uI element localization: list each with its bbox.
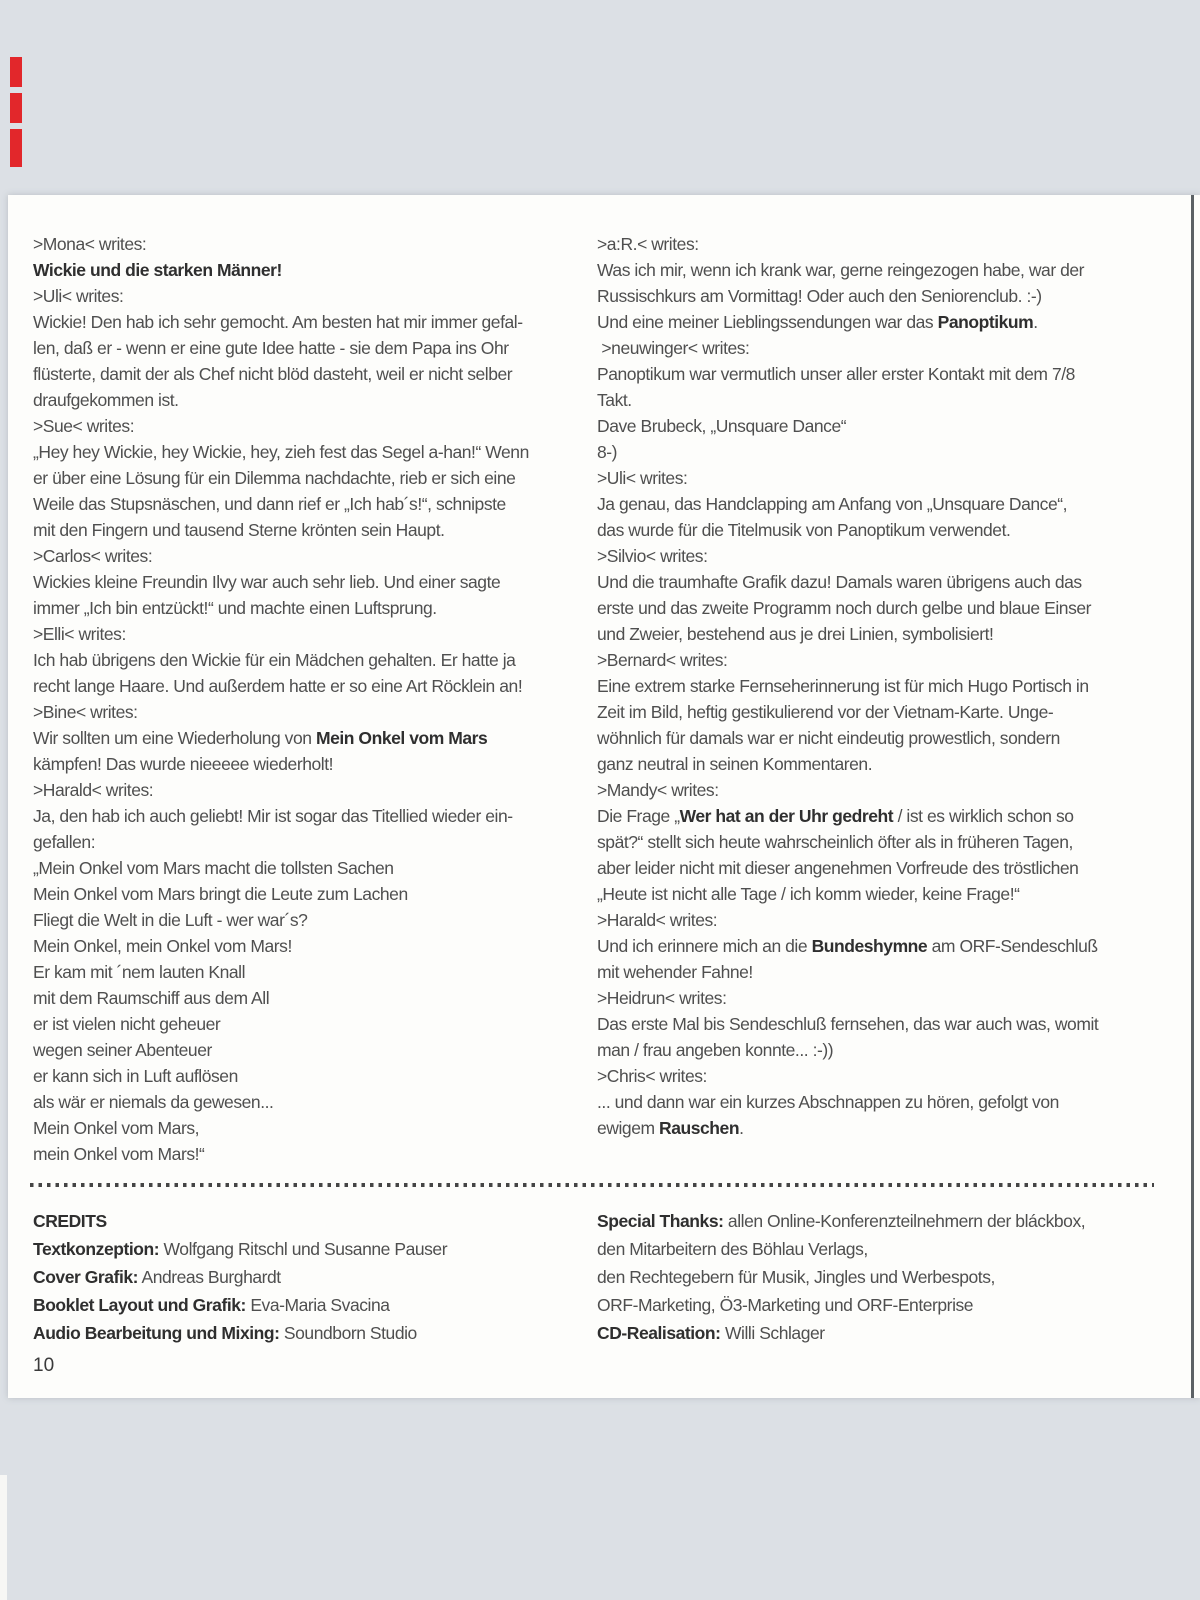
conversation-right-column (597, 231, 1177, 1141)
text-segment: „Hey hey Wickie, hey Wickie, hey, zieh fest das Segel a-han!“ Wenn (33, 442, 529, 462)
text-line (33, 439, 573, 465)
text-segment: mit den Fingern und tausend Sterne krönten sein Haupt. (33, 520, 445, 540)
text-segment: den Rechtegebern für Musik, Jingles und Werbespots, (597, 1267, 995, 1287)
text-line (33, 1207, 573, 1235)
text-line (33, 361, 573, 387)
red-mark-dash (10, 129, 22, 167)
text-segment: len, daß er - wenn er eine gute Idee hatte - sie dem Papa ins Ohr (33, 338, 509, 358)
text-line (597, 413, 1177, 439)
text-segment: ORF-Marketing, Ö3-Marketing und ORF-Enterprise (597, 1295, 974, 1315)
text-segment: . (1033, 312, 1038, 332)
text-line (597, 751, 1177, 777)
text-segment: spät?“ stellt sich heute wahrscheinlich öfter als in früheren Tagen, (597, 832, 1073, 852)
text-line (33, 1011, 573, 1037)
text-line (33, 907, 573, 933)
text-line (33, 491, 573, 517)
text-line (597, 1063, 1177, 1089)
text-line (597, 335, 1177, 361)
text-segment: Takt. (597, 390, 632, 410)
text-segment: Mein Onkel vom Mars bringt die Leute zum Lachen (33, 884, 408, 904)
bold-text-segment: CD-Realisation: (597, 1323, 721, 1343)
text-line (33, 1263, 573, 1291)
text-line (597, 517, 1177, 543)
text-segment: Eine extrem starke Fernseherinnerung ist für mich Hugo Portisch in (597, 676, 1089, 696)
bold-text-segment: Wickie und die starken Männer! (33, 260, 282, 280)
text-line (597, 1319, 1182, 1347)
text-line (33, 1089, 573, 1115)
text-line (597, 1037, 1177, 1063)
text-segment: >Chris< writes: (597, 1066, 707, 1086)
text-segment: mein Onkel vom Mars!“ (33, 1144, 205, 1164)
text-segment: >Heidrun< writes: (597, 988, 727, 1008)
text-segment: gefallen: (33, 832, 96, 852)
text-line (33, 621, 573, 647)
text-segment: Das erste Mal bis Sendeschluß fernsehen, das war auch was, womit (597, 1014, 1099, 1034)
text-line (33, 1037, 573, 1063)
text-line (33, 751, 573, 777)
text-segment: >Uli< writes: (597, 468, 688, 488)
text-segment: mit wehender Fahne! (597, 962, 753, 982)
text-line (33, 855, 573, 881)
text-line (33, 1141, 573, 1167)
text-segment: >Mona< writes: (33, 234, 147, 254)
text-line (33, 465, 573, 491)
text-segment: Wickies kleine Freundin Ilvy war auch sehr lieb. Und einer sagte (33, 572, 501, 592)
booklet-page (8, 195, 1200, 1398)
text-line (597, 231, 1177, 257)
text-line (33, 1063, 573, 1089)
text-line (597, 829, 1177, 855)
text-segment: ganz neutral in seinen Kommentaren. (597, 754, 873, 774)
text-segment: „Heute ist nicht alle Tage / ich komm wieder, keine Frage!“ (597, 884, 1020, 904)
bold-text-segment: Mein Onkel vom Mars (315, 728, 488, 748)
text-segment: „Mein Onkel vom Mars macht die tollsten Sachen (33, 858, 394, 878)
text-segment: / ist es wirklich schon so (893, 806, 1074, 826)
text-segment: Und ich erinnere mich an die (597, 936, 812, 956)
text-line (597, 491, 1177, 517)
text-segment: das wurde für die Titelmusik von Panoptikum verwendet. (597, 520, 1011, 540)
text-line (33, 933, 573, 959)
text-segment: man / frau angeben konnte... :-)) (597, 1040, 834, 1060)
text-segment: Ja genau, das Handclapping am Anfang von „Unsquare Dance“, (597, 494, 1068, 514)
text-segment: am ORF-Sendeschluß (927, 936, 1098, 956)
dotted-divider (30, 1183, 1154, 1187)
text-segment: >Harald< writes: (33, 780, 154, 800)
text-line (33, 387, 573, 413)
text-segment: Was ich mir, wenn ich krank war, gerne reingezogen habe, war der (597, 260, 1085, 280)
text-segment: Mein Onkel, mein Onkel vom Mars! (33, 936, 292, 956)
text-line (597, 1011, 1177, 1037)
text-segment: Zeit im Bild, heftig gestikulierend vor der Vietnam-Karte. Unge- (597, 702, 1054, 722)
text-segment: wöhnlich für damals war er nicht eindeutig prowestlich, sondern (597, 728, 1060, 748)
text-segment: >Mandy< writes: (597, 780, 719, 800)
text-segment: . (739, 1118, 744, 1138)
text-segment: Die Frage „ (597, 806, 680, 826)
text-line (33, 777, 573, 803)
bold-text-segment: Audio Bearbeitung und Mixing: (33, 1323, 280, 1343)
text-line (597, 881, 1177, 907)
text-line (33, 517, 573, 543)
text-segment: Und die traumhafte Grafik dazu! Damals waren übrigens auch das (597, 572, 1082, 592)
text-line (33, 1115, 573, 1141)
text-segment: ... und dann war ein kurzes Abschnappen zu hören, gefolgt von (597, 1092, 1059, 1112)
text-segment: >Harald< writes: (597, 910, 718, 930)
text-line (597, 985, 1177, 1011)
text-line (597, 907, 1177, 933)
text-segment: mit dem Raumschiff aus dem All (33, 988, 270, 1008)
text-segment: aber leider nicht mit dieser angenehmen Vorfreude des tröstlichen (597, 858, 1079, 878)
conversation-left-column (33, 231, 573, 1167)
text-segment: immer „Ich bin entzückt!“ und machte einen Luftsprung. (33, 598, 437, 618)
text-line (597, 569, 1177, 595)
text-segment: allen Online-Konferenzteilnehmern der bláckbox, (723, 1211, 1086, 1231)
scan-edge-sliver (0, 1475, 7, 1600)
bold-text-segment: Textkonzeption: (33, 1239, 160, 1259)
text-segment: ewigem (597, 1118, 660, 1138)
text-line (33, 803, 573, 829)
bold-text-segment: Booklet Layout und Grafik: (33, 1295, 246, 1315)
text-segment: Ich hab übrigens den Wickie für ein Mädchen gehalten. Er hatte ja (33, 650, 516, 670)
text-segment: er ist vielen nicht geheuer (33, 1014, 221, 1034)
text-line (33, 257, 573, 283)
red-registration-marks (10, 57, 22, 173)
text-line (597, 699, 1177, 725)
text-line (597, 595, 1177, 621)
bold-text-segment: Panoptikum (937, 312, 1034, 332)
text-segment: er über eine Lösung für ein Dilemma nachdachte, rieb er sich eine (33, 468, 516, 488)
text-line (597, 439, 1177, 465)
text-segment: Mein Onkel vom Mars, (33, 1118, 200, 1138)
text-line (597, 309, 1177, 335)
text-segment: Soundborn Studio (279, 1323, 417, 1343)
text-segment: >Bernard< writes: (597, 650, 728, 670)
text-segment: recht lange Haare. Und außerdem hatte er so eine Art Röcklein an! (33, 676, 523, 696)
text-segment: >Sue< writes: (33, 416, 135, 436)
credits-left-column (33, 1207, 573, 1347)
text-segment: Wickie! Den hab ich sehr gemocht. Am besten hat mir immer gefal- (33, 312, 523, 332)
text-segment: wegen seiner Abenteuer (33, 1040, 212, 1060)
text-segment: >Bine< writes: (33, 702, 138, 722)
text-line (597, 855, 1177, 881)
text-segment: Panoptikum war vermutlich unser aller erster Kontakt mit dem 7/8 (597, 364, 1075, 384)
text-segment: Wir sollten um eine Wiederholung von (33, 728, 316, 748)
text-line (597, 257, 1177, 283)
text-segment: Weile das Stupsnäschen, und dann rief er „Ich hab´s!“, schnipste (33, 494, 506, 514)
text-segment: Dave Brubeck, „Unsquare Dance“ (597, 416, 847, 436)
bold-text-segment: Rauschen (659, 1118, 740, 1138)
text-segment: Ja, den hab ich auch geliebt! Mir ist sogar das Titellied wieder ein- (33, 806, 513, 826)
text-line (33, 543, 573, 569)
text-segment: Er kam mit ´nem lauten Knall (33, 962, 246, 982)
text-line (33, 699, 573, 725)
text-segment: Fliegt die Welt in die Luft - wer war´s? (33, 910, 308, 930)
text-line (597, 647, 1177, 673)
text-line (597, 803, 1177, 829)
text-segment: Russischkurs am Vormittag! Oder auch den Seniorenclub. :-) (597, 286, 1042, 306)
text-line (33, 959, 573, 985)
credits-right-column (597, 1207, 1182, 1347)
page-number: 10 (33, 1355, 55, 1376)
text-line (597, 1263, 1182, 1291)
bold-text-segment: Cover Grafik: (33, 1267, 139, 1287)
text-line (597, 387, 1177, 413)
text-line (33, 985, 573, 1011)
text-line (597, 361, 1177, 387)
text-segment: erste und das zweite Programm noch durch gelbe und blaue Einser (597, 598, 1092, 618)
text-segment: als wär er niemals da gewesen... (33, 1092, 274, 1112)
text-segment: >Elli< writes: (33, 624, 126, 644)
text-line (33, 569, 573, 595)
text-segment: >Silvio< writes: (597, 546, 708, 566)
text-line (33, 335, 573, 361)
text-line (597, 1115, 1177, 1141)
bold-text-segment: Wer hat an der Uhr gedreht (679, 806, 894, 826)
red-mark-dash (10, 57, 22, 87)
text-line (597, 777, 1177, 803)
text-line (33, 283, 573, 309)
text-line (33, 725, 573, 751)
text-line (597, 1207, 1182, 1235)
text-line (597, 1235, 1182, 1263)
text-segment: draufgekommen ist. (33, 390, 179, 410)
text-line (33, 309, 573, 335)
text-line (597, 543, 1177, 569)
text-segment: Eva-Maria Svacina (245, 1295, 390, 1315)
text-line (597, 1089, 1177, 1115)
text-line (597, 673, 1177, 699)
bold-text-segment: Bundeshymne (811, 936, 928, 956)
text-segment: Willi Schlager (720, 1323, 825, 1343)
red-mark-dash (10, 93, 22, 123)
text-line (33, 231, 573, 257)
bold-text-segment: Special Thanks: (597, 1211, 724, 1231)
text-line (33, 829, 573, 855)
text-line (33, 647, 573, 673)
text-segment: Andreas Burghardt (138, 1267, 281, 1287)
text-segment: Und eine meiner Lieblingssendungen war das (597, 312, 938, 332)
text-segment: kämpfen! Das wurde nieeeee wiederholt! (33, 754, 334, 774)
text-segment: >Uli< writes: (33, 286, 124, 306)
text-line (597, 933, 1177, 959)
text-segment: >a:R.< writes: (597, 234, 699, 254)
text-line (597, 1291, 1182, 1319)
text-line (33, 1235, 573, 1263)
text-line (33, 1319, 573, 1347)
text-line (33, 595, 573, 621)
text-line (597, 621, 1177, 647)
text-segment: flüsterte, damit der als Chef nicht blöd dasteht, weil er nicht selber (33, 364, 513, 384)
text-segment: >Carlos< writes: (33, 546, 153, 566)
text-line (597, 959, 1177, 985)
text-segment: den Mitarbeitern des Böhlau Verlags, (597, 1239, 868, 1259)
text-segment: und Zweier, bestehend aus je drei Linien, symbolisiert! (597, 624, 994, 644)
text-segment: >neuwinger< writes: (597, 338, 750, 358)
text-segment: Wolfgang Ritschl und Susanne Pauser (159, 1239, 448, 1259)
text-line (597, 465, 1177, 491)
text-segment: 8-) (597, 442, 618, 462)
text-segment: er kann sich in Luft auflösen (33, 1066, 238, 1086)
text-line (33, 881, 573, 907)
text-line (33, 413, 573, 439)
text-line (33, 1291, 573, 1319)
text-line (597, 725, 1177, 751)
page-edge-shadow (1191, 195, 1194, 1398)
text-line (33, 673, 573, 699)
bold-text-segment: CREDITS (33, 1211, 107, 1231)
text-line (597, 283, 1177, 309)
